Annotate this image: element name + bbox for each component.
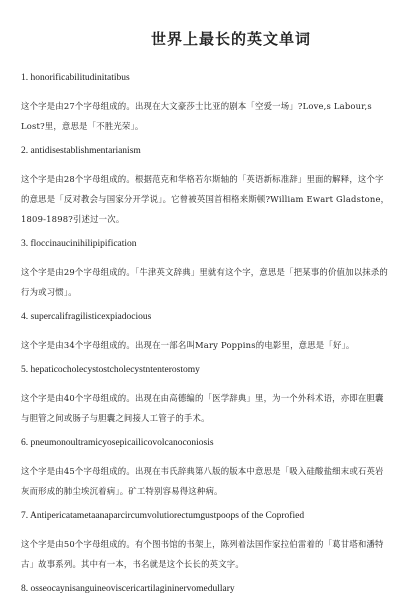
entry-7 <box>21 510 391 574</box>
entry-5 <box>21 364 391 428</box>
entry-body: 这个字是由28个字母组成的。根据范克和华格若尔斯轴的「英语新标准辞」里面的解释，这个字的意思是「反对教会与国家分开学说」。它曾被英国首相格来斯顿?William Ewart Gladstone，1809-1898?引述过一次。 <box>21 174 390 224</box>
entry-2 <box>21 145 391 229</box>
entry-heading: 1. honorificabilitudinitatibus <box>21 73 130 83</box>
entry-body: 这个字是由27个字母组成的。出现在大文豪莎士比亚的剧本「空爱一场」?Love,s Labour,s Lost?里，意思是「不胜光荣」。 <box>21 101 372 131</box>
entry-list <box>21 72 391 607</box>
entry-heading: 4. supercalifragilisticexpiadocious <box>21 312 152 322</box>
entry-heading: 8. osseocaynisanguineoviscericartilagininervomedullary <box>21 584 235 594</box>
entry-heading: 3. floccinaucinihilipipification <box>21 239 137 249</box>
entry-body: 这个字是由34个字母组成的。出现在一部名叫Mary Poppins的电影里，意思是「好」。 <box>21 340 355 350</box>
entry-heading: 6. pneumonoultramicyosepicailicovolcanoconiosis <box>21 438 214 448</box>
entry-body: 这个字是由45个字母组成的。出现在韦氏辞典第八版的版本中意思是「吸入硅酸盐细末或石英岩灰而形成的肺尘埃沉着病」。矿工特别容易得这种病。 <box>21 466 384 496</box>
entry-1 <box>21 72 391 136</box>
entry-4 <box>21 311 391 355</box>
entry-body: 这个字是由29个字母组成的。「牛津英文辞典」里就有这个字，意思是「把某事的价值加以抹杀的行为或习惯」。 <box>21 267 389 297</box>
document-title: 世界上最长的英文单词 <box>150 30 311 48</box>
entry-heading: 5. hepaticocholecystostcholecystntenterostomy <box>21 365 200 375</box>
entry-body: 这个字是由40个字母组成的。出现在由高德编的「医学辞典」里，为一个外科术语，亦即在胆囊与胆管之间或肠子与胆囊之间接人工管子的手术。 <box>21 393 384 423</box>
entry-heading: 2. antidisestablishmentarianism <box>21 146 141 156</box>
entry-3 <box>21 238 391 302</box>
entry-body: 这个字是由50个字母组成的。有个图书馆的书架上，陈列着法国作家拉伯雷着的「葛甘塔和潘特古」故事系列。其中有一本，书名就是这个长长的英文字。 <box>21 539 384 569</box>
entry-8 <box>21 583 391 596</box>
entry-6 <box>21 437 391 501</box>
entry-heading: 7. Antipericatametaanaparcircumvolutiorectumgustpoops of the Coprofied <box>21 511 305 521</box>
